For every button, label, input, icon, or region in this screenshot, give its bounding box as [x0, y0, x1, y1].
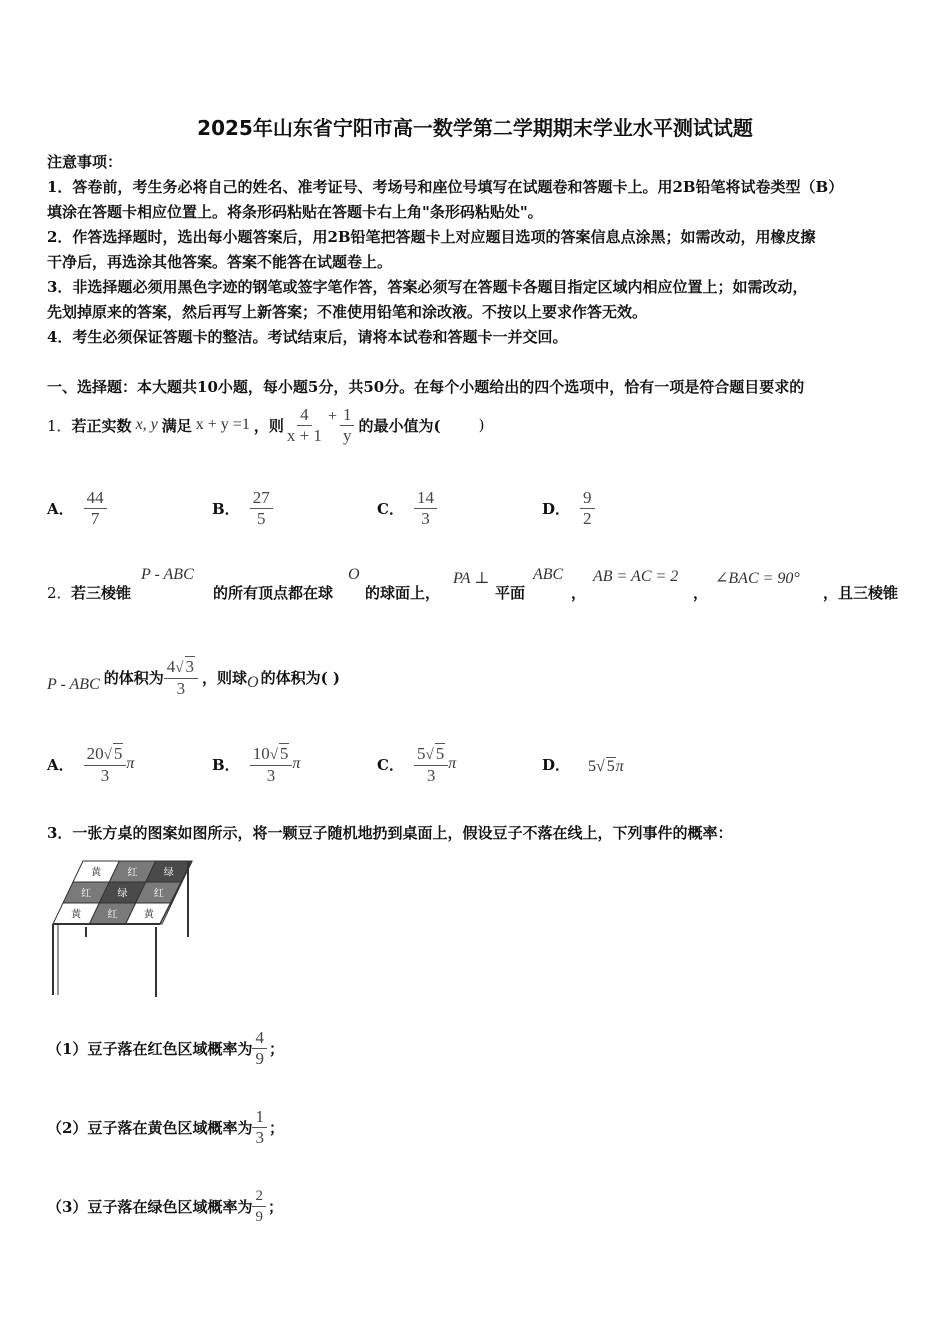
- question-number: 2．: [47, 584, 72, 602]
- question-text: ，则球: [202, 668, 248, 687]
- question-text: ，: [571, 584, 587, 602]
- question-text: 的体积为( ): [260, 668, 340, 687]
- question-text: 的最小值为(: [358, 416, 441, 435]
- notice-line: 4．考生必须保证答题卡的整洁。考试结束后，请将本试卷和答题卡一并交回。: [47, 328, 568, 346]
- option-d[interactable]: D． $\frac{9}{2}$: [542, 483, 595, 533]
- math-expr: ∠BAC = 90°: [715, 570, 800, 587]
- grid-cell-label: 绿: [117, 888, 128, 900]
- grid-cell-label: 红: [81, 888, 92, 900]
- question-text: 若正实数: [71, 416, 132, 435]
- grid-cell-label: 黄: [91, 867, 102, 879]
- event-text: （2）豆子落在黄色区域概率为: [47, 1118, 253, 1137]
- option-c[interactable]: C． $\frac{14}{3}$: [377, 483, 437, 533]
- fraction: $\frac{5√ 5}{3}$: [414, 743, 448, 786]
- question-text: ): [478, 416, 485, 434]
- question-text: 的球面上，: [365, 584, 441, 602]
- option-a[interactable]: A． $\frac{44}{7}$: [47, 483, 107, 533]
- event-3: （3）豆子落在绿色区域概率为 $\frac{2}{9}$ ；: [47, 1187, 283, 1225]
- q2-options: [47, 738, 667, 790]
- grid-cell-label: 红: [153, 888, 164, 900]
- fraction: $\frac{44}{7}$: [84, 488, 107, 529]
- question-1: [47, 400, 484, 450]
- fraction: $\frac{10√ 5}{3}$: [250, 743, 293, 786]
- table-figure: [50, 855, 200, 1000]
- notice-line: 填涂在答题卡相应位置上。将条形码粘贴在答题卡右上角"条形码粘贴处"。: [47, 203, 543, 221]
- question-text: 若三棱锥: [71, 584, 132, 602]
- option-b[interactable]: B． $\frac{27}{5}$: [212, 483, 273, 533]
- fraction: $\frac{27}{5}$: [250, 488, 273, 529]
- math-expr: AB = AC = 2: [593, 568, 679, 585]
- fraction: $\frac{1}{3}$: [252, 1107, 267, 1148]
- fraction: $\frac{2}{9}$: [252, 1186, 266, 1227]
- event-2: （2）豆子落在黄色区域概率为 $\frac{1}{3}$ ；: [47, 1106, 284, 1147]
- question-text: ，且三棱锥: [823, 584, 899, 602]
- question-number: 1．: [47, 416, 72, 435]
- event-1: （1）豆子落在红色区域概率为 $\frac{4}{9}$ ；: [47, 1027, 284, 1068]
- fraction: $\frac{1}{y}$: [340, 405, 355, 446]
- table-grid: [53, 861, 192, 924]
- event-text: （1）豆子落在红色区域概率为: [47, 1039, 253, 1058]
- event-text: （3）豆子落在绿色区域概率为: [47, 1197, 253, 1216]
- option-a[interactable]: A． $\frac{20√ 5}{3}$ π: [47, 743, 135, 785]
- question-2-cont: [47, 652, 340, 702]
- question-text: ，: [693, 584, 709, 602]
- fraction: $\frac{14}{3}$: [414, 488, 437, 529]
- fraction: $\frac{9}{2}$: [580, 488, 595, 529]
- option-d[interactable]: D． 5√ 5π: [542, 755, 624, 775]
- question-text: 平面: [495, 584, 526, 602]
- math-expr: O: [247, 674, 259, 691]
- q1-options: [47, 483, 647, 533]
- question-3: 3．一张方桌的图案如图所示，将一颗豆子随机地扔到桌面上，假设豆子不落在线上，下列事件的概率：: [47, 824, 733, 842]
- math-expr: +: [327, 408, 337, 425]
- notice-heading: 注意事项：: [47, 153, 123, 171]
- question-text: 的所有顶点都在球: [213, 584, 334, 602]
- math-expr: O: [348, 566, 360, 583]
- math-expr: PA ⊥: [453, 570, 490, 587]
- page-title: 2025年山东省宁阳市高一数学第二学期期末学业水平测试试题: [197, 116, 753, 140]
- grid-cell-label: 黄: [143, 909, 154, 921]
- notice-line: 先划掉原来的答案，然后再写上新答案；不准使用铅笔和涂改液。不按以上要求作答无效。: [47, 303, 648, 321]
- fraction: $\frac{4}{x + 1}$: [286, 404, 322, 445]
- question-text: 满足: [161, 416, 192, 435]
- notice-line: 干净后，再选涂其他答案。答案不能答在试题卷上。: [47, 253, 393, 271]
- grid-cell-label: 黄: [71, 909, 82, 921]
- option-b[interactable]: B． $\frac{10√ 5}{3}$ π: [212, 743, 301, 785]
- math-expr: P - ABC: [141, 566, 194, 583]
- notice-line: 1．答卷前，考生务必将自己的姓名、准考证号、考场号和座位号填写在试题卷和答题卡上。用2B铅笔将试卷类型（B）: [47, 178, 844, 196]
- math-expr: x, y: [135, 416, 158, 433]
- notice-line: 3．非选择题必须用黑色字迹的钢笔或签字笔作答，答案必须写在答题卡各题目指定区域内相应位置上；如需改动，: [47, 278, 808, 296]
- option-c[interactable]: C． $\frac{5√ 5}{3}$ π: [377, 743, 457, 785]
- math-expr: x + y =1: [195, 416, 250, 433]
- fraction: $\frac{20√ 5}{3}$: [84, 743, 127, 786]
- grid-cell-label: 绿: [163, 867, 174, 879]
- math-expr: ABC: [533, 566, 564, 583]
- math-expr: P - ABC: [47, 676, 100, 693]
- fraction: $\frac{4√ 3}{3}$: [164, 656, 198, 699]
- question-text: ，则: [253, 416, 284, 435]
- question-text: 的体积为: [103, 668, 164, 687]
- grid-cell-label: 红: [127, 867, 138, 879]
- fraction: $\frac{4}{9}$: [252, 1028, 267, 1069]
- question-2: [47, 566, 907, 606]
- grid-cell-label: 红: [107, 909, 118, 921]
- notice-line: 2．作答选择题时，选出每小题答案后，用2B铅笔把答题卡上对应题目选项的答案信息点涂黑；如需改动，用橡皮擦: [47, 228, 816, 246]
- section-heading: 一、选择题：本大题共10小题，每小题5分，共50分。在每个小题给出的四个选项中，恰有一项是符合题目要求的: [47, 378, 805, 396]
